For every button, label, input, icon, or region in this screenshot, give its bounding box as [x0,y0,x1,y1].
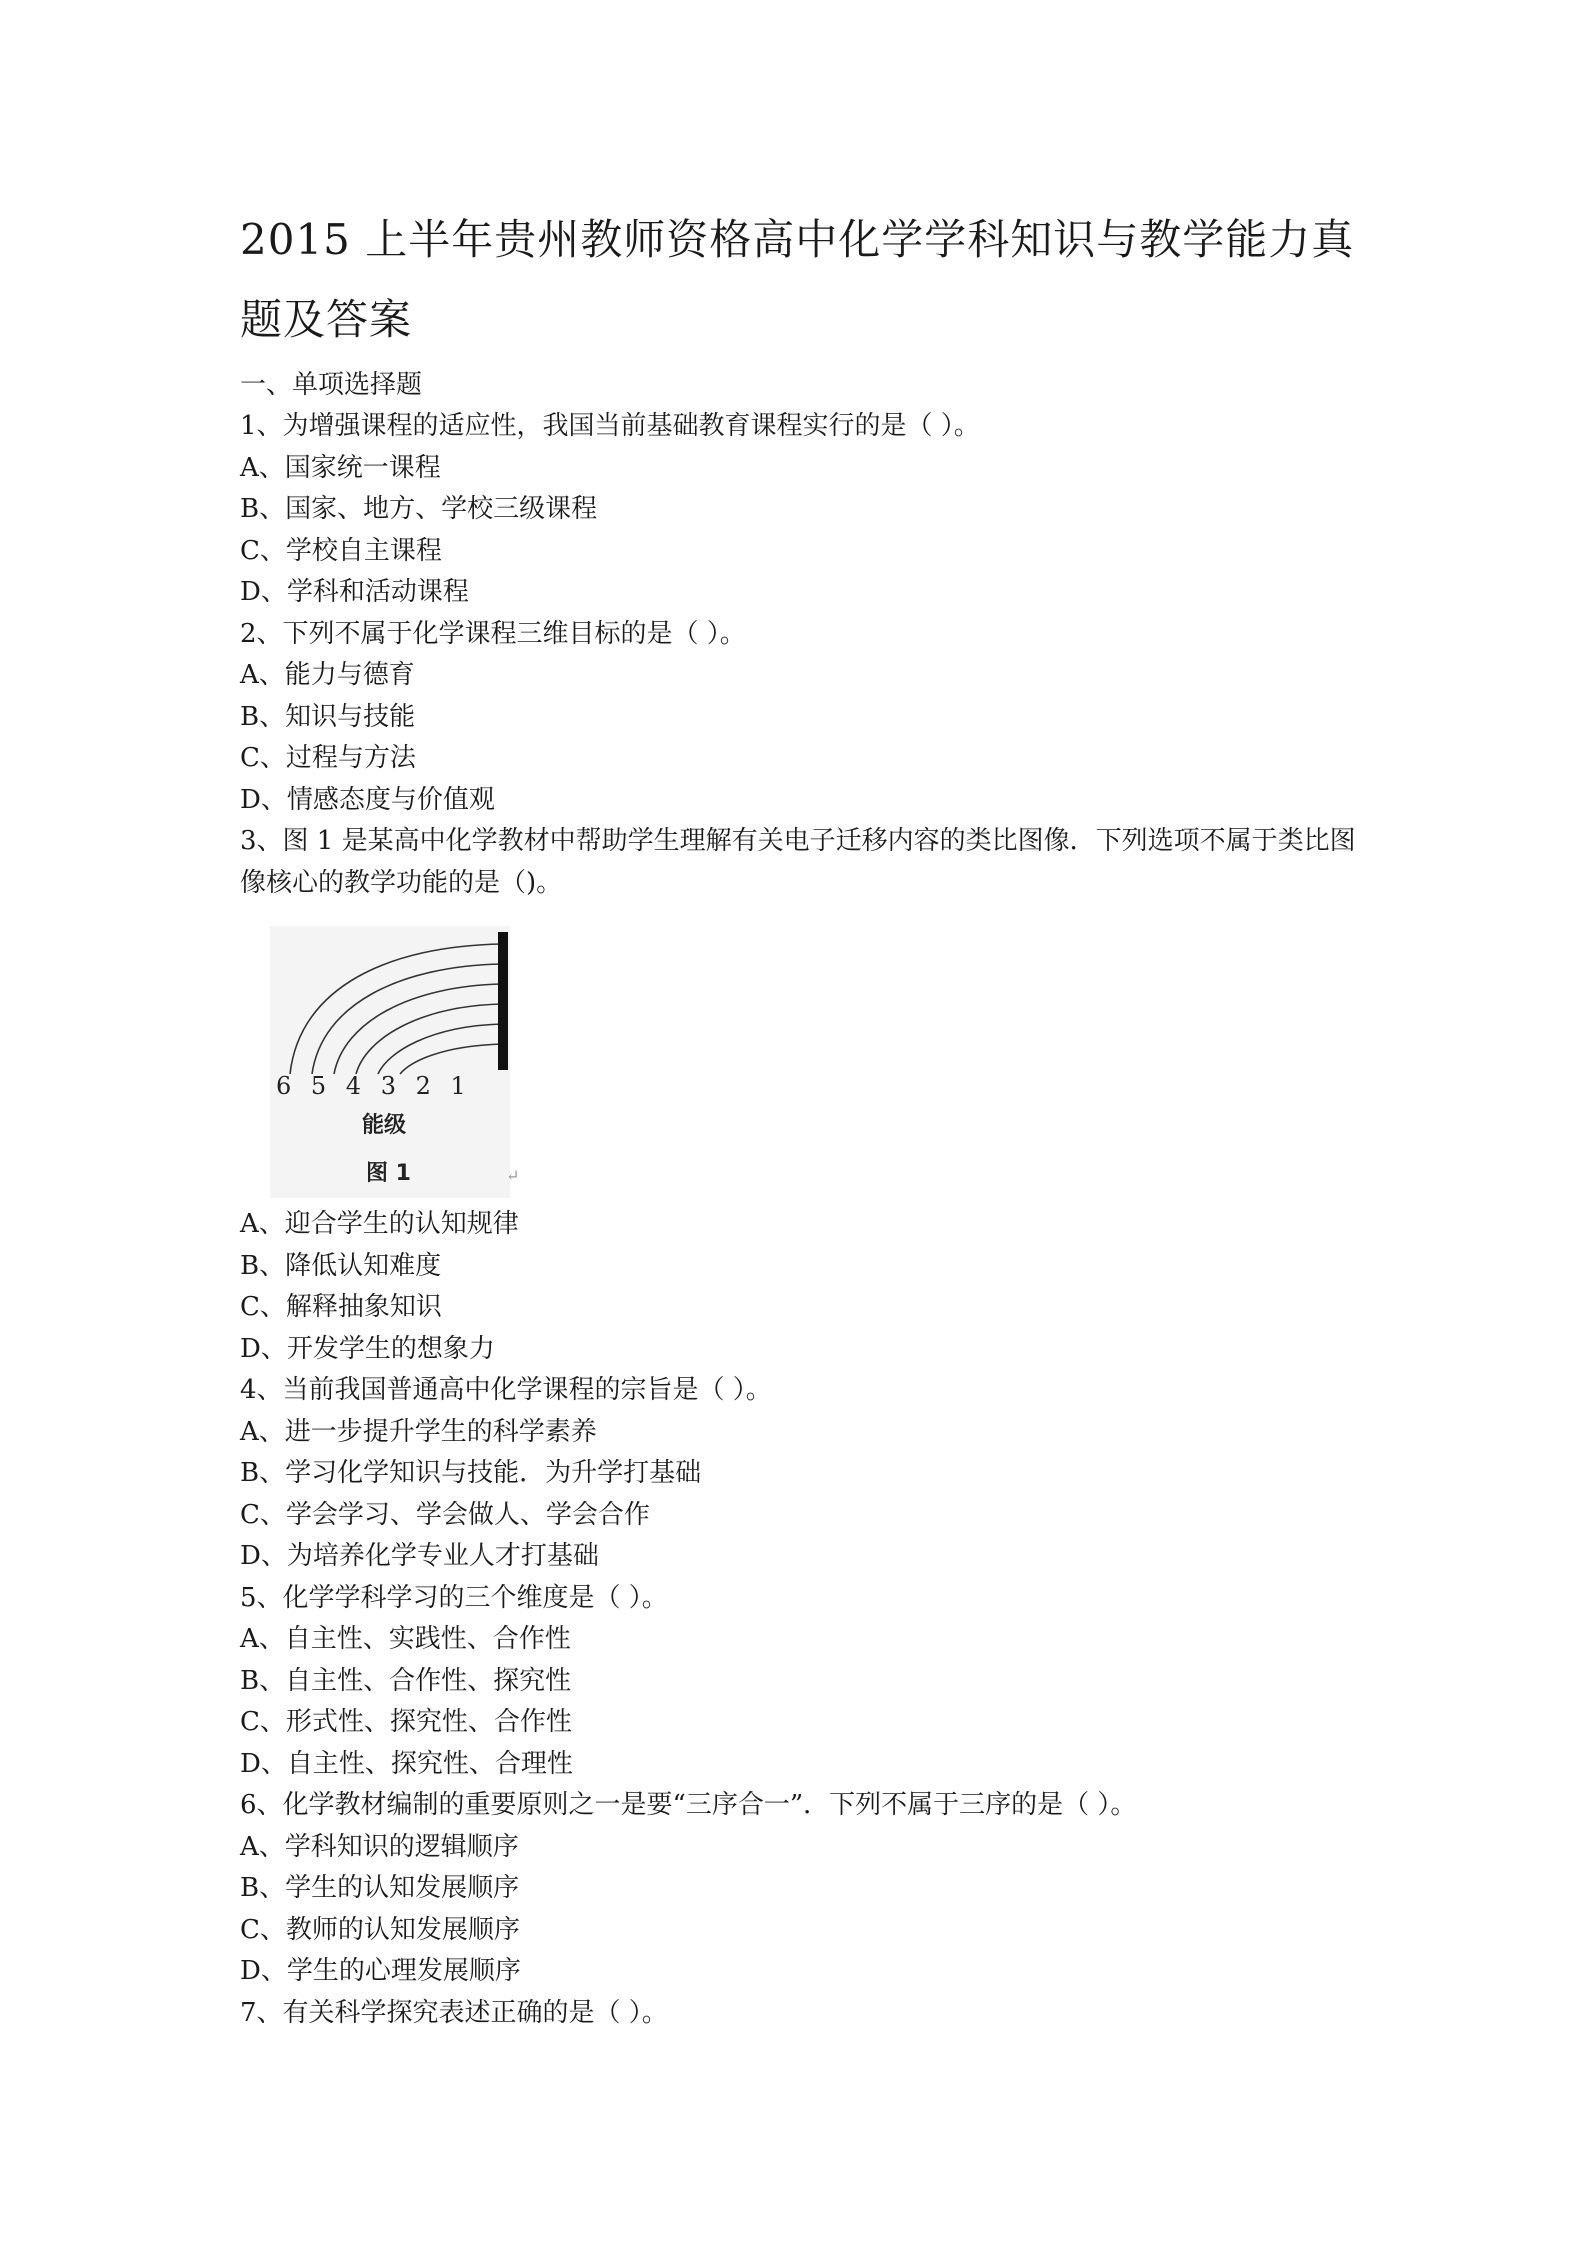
option-b: B、学生的认知发展顺序 [240,1873,520,1903]
option-b: B、学习化学知识与技能．为升学打基础 [240,1458,702,1488]
question-stem: 4、当前我国普通高中化学课程的宗旨是（ ）。 [240,1375,772,1405]
question-stem: 1、为增强课程的适应性，我国当前基础教育课程实行的是（ ）。 [240,411,980,441]
document-title-line1: 2015 上半年贵州教师资格高中化学学科知识与教学能力真 [240,215,1355,264]
option-a: A、迎合学生的认知规律 [240,1209,519,1239]
option-b: B、国家、地方、学校三级课程 [240,494,598,524]
question-stem: 2、下列不属于化学课程三维目标的是（ ）。 [240,618,746,649]
option-c: C、形式性、探究性、合作性 [240,1707,572,1737]
option-c: C、解释抽象知识 [240,1292,442,1322]
option-a: A、自主性、实践性、合作性 [240,1624,571,1654]
option-a: A、国家统一课程 [240,452,441,483]
option-c: C、教师的认知发展顺序 [240,1914,520,1945]
option-a: A、学科知识的逻辑顺序 [240,1831,519,1862]
level-numbers: 6 5 4 3 2 1 [276,1072,472,1100]
option-b: B、知识与技能 [240,701,416,732]
document-title-line2: 题及答案 [240,295,413,344]
option-d: D、为培养化学专业人才打基础 [240,1541,599,1571]
document-page [240,200,1360,2034]
option-d: D、情感态度与价值观 [240,784,495,815]
option-d: D、开发学生的想象力 [240,1333,495,1364]
option-c: C、过程与方法 [240,743,416,773]
option-b: B、降低认知难度 [240,1250,442,1281]
question-stem: 3、图 1 是某高中化学教材中帮助学生理解有关电子迁移内容的类比图像．下列选项不属于类比图像核心的教学功能的是（)。 [240,826,1356,898]
option-a: A、进一步提升学生的科学素养 [240,1416,597,1447]
question-stem: 6、化学教材编制的重要原则之一是要“三序合一”．下列不属于三序的是（ ）。 [240,1790,1137,1820]
option-d: D、学生的心理发展顺序 [240,1956,521,1986]
option-b: B、自主性、合作性、探究性 [240,1665,572,1696]
option-d: D、学科和活动课程 [240,577,469,607]
option-a: A、能力与德育 [240,660,415,690]
question-stem: 5、化学学科学习的三个维度是（ ）。 [240,1582,668,1613]
option-d: D、自主性、探究性、合理性 [240,1748,573,1779]
energy-level-figure [270,926,520,1198]
figure-caption: 图 1 [366,1161,411,1186]
question-stem: 7、有关科学探究表述正确的是（ ）。 [240,1997,668,2028]
section-heading: 一、单项选择题 [240,370,423,400]
level-word: 能级 [362,1113,407,1138]
option-c: C、学会学习、学会做人、学会合作 [240,1499,650,1530]
paragraph-return-mark: ↵ [506,1166,520,1185]
option-c: C、学校自主课程 [240,535,442,566]
